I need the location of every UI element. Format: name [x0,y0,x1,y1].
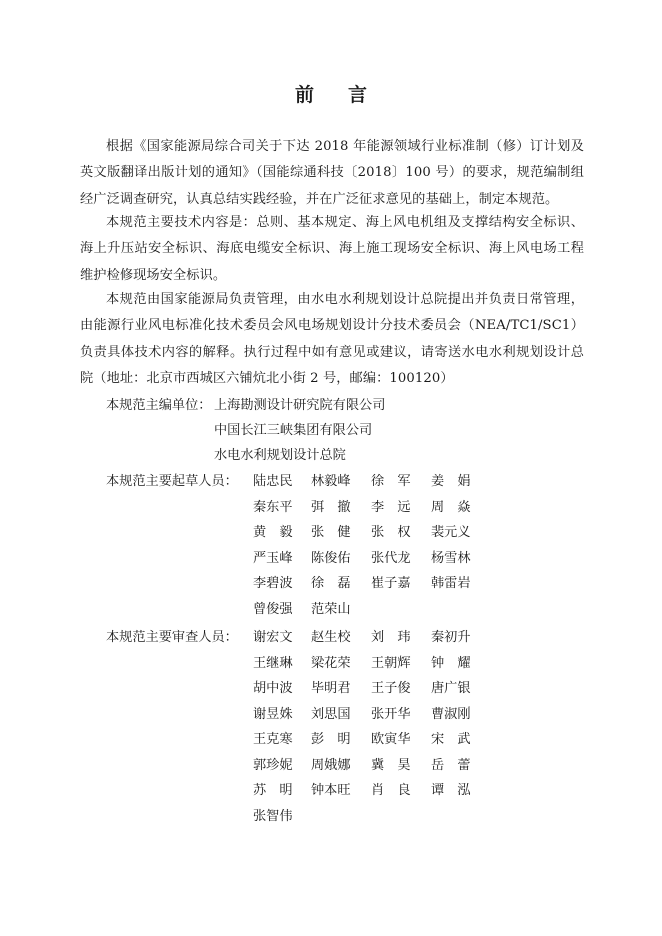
person-name: 范荣山 [311,601,351,617]
person-name: 严玉峰 [253,550,293,566]
person-name: 徐 军 [371,474,411,489]
person-name: 梁花荣 [311,655,351,671]
person-name: 弭 撤 [311,499,351,515]
chief-unit: 上海勘测设计研究院有限公司 [214,398,386,413]
paragraph-content: 本规范主要技术内容是：总则、基本规定、海上风电机组及支撑结构安全标识、海上升压站安全标识、海底电缆安全标识、海上施工现场安全标识、海上风电场工程维护检修现场安全标识。 [80,215,584,283]
person-name: 胡中波 [253,681,293,696]
person-name: 陈俊佑 [311,550,351,566]
person-name: 肖 良 [371,783,411,798]
person-name: 钟本旺 [311,783,351,798]
person-name: 苏 明 [253,783,293,798]
person-name: 张代龙 [371,550,411,566]
person-name: 毕明君 [311,681,351,696]
chief-units-label: 本规范主编单位： [106,398,212,413]
person-name: 宋 武 [431,732,471,747]
chief-unit: 中国长江三峡集团有限公司 [214,423,373,438]
person-name: 秦初升 [431,630,471,645]
person-name: 郭珍妮 [253,757,293,773]
person-name: 钟 耀 [431,655,471,671]
person-name: 陆忠民 [253,474,293,489]
page-title [0,80,662,107]
person-name: 李碧波 [253,576,293,591]
person-name: 韩雷岩 [431,576,471,591]
person-name: 黄 毅 [253,525,293,540]
person-name: 曹淑刚 [431,706,471,722]
person-name: 岳 蕾 [431,757,471,773]
person-name: 曾俊强 [253,601,293,617]
paragraph-management: 本规范由国家能源局负责管理，由水电水利规划设计总院提出并负责日常管理，由能源行业风电标准化技术委员会风电场规划设计分技术委员会（NEA/TC1/SC1）负责具体技术内容的解释。执行过程中如有意见或建议，请寄送水电水利规划设计总院（地址：北京市西城区六铺炕北小街 2 号，邮编：100120） [80,292,584,386]
person-name: 王继琳 [253,655,293,671]
person-name: 张开华 [371,706,411,722]
person-name: 王子俊 [371,681,411,696]
person-name: 徐 磊 [311,576,351,591]
person-name: 林毅峰 [311,474,351,489]
person-name: 张智伟 [253,808,293,824]
person-name: 秦东平 [253,499,293,515]
person-name: 彭 明 [311,732,351,747]
reviewers-label: 本规范主要审查人员： [106,630,238,645]
person-name: 杨雪林 [431,550,471,566]
person-name: 刘 玮 [371,630,411,645]
person-name: 王朝辉 [371,655,411,671]
person-name: 张 权 [371,525,411,540]
person-name: 张 健 [311,525,351,540]
person-name: 王克寒 [253,732,293,747]
person-name: 周 焱 [431,499,471,515]
person-name: 赵生校 [311,630,351,645]
person-name: 裴元义 [431,525,471,540]
chief-unit: 水电水利规划设计总院 [214,448,346,463]
person-name: 谭 泓 [431,783,471,798]
person-name: 唐广银 [431,681,471,696]
person-name: 姜 娟 [431,474,471,489]
person-name: 周娥娜 [311,757,351,773]
drafters-label: 本规范主要起草人员： [106,474,238,489]
person-name: 欧寅华 [371,732,411,747]
title-char-1: 前 [294,84,314,106]
person-name: 李 远 [371,499,411,515]
person-name: 刘思国 [311,706,351,722]
person-name: 谢昱姝 [253,706,293,722]
paragraph-basis: 根据《国家能源局综合司关于下达 2018 年能源领域行业标准制（修）订计划及英文版翻译出版计划的通知》（国能综通科技〔2018〕100 号）的要求，规范编制组经广泛调查研究，认真总结实践经验，并在广泛征求意见的基础上，制定本规范。 [80,139,584,207]
person-name: 冀 昊 [371,757,411,773]
person-name: 谢宏文 [253,630,293,645]
person-name: 崔子嘉 [371,576,411,591]
title-char-2: 言 [348,84,368,106]
